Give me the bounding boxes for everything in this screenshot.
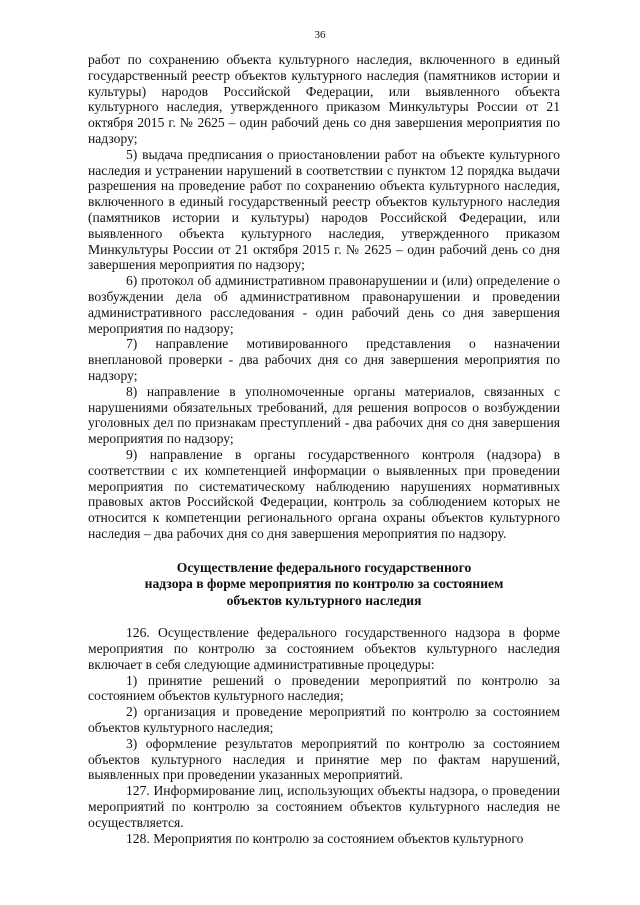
list-item-126-2: 2) организация и проведение мероприятий по контролю за состоянием объектов культурного наследия; <box>88 704 560 735</box>
section-heading-line-3: объектов культурного наследия <box>226 592 422 608</box>
section-heading-line-2: надзора в форме мероприятия по контролю за состоянием <box>144 576 504 592</box>
document-body <box>88 52 560 846</box>
list-item-126-1: 1) принятие решений о проведении мероприятий по контролю за состоянием объектов культурного наследия; <box>88 672 560 704</box>
section-heading-line-1: Осуществление федерального государственного <box>176 559 472 575</box>
page-number: 36 <box>314 29 326 41</box>
paragraph-127: 127. Информирование лиц, использующих объекты надзора, о проведении мероприятий по контролю за состоянием объектов культурного наследия не осуществляется. <box>88 783 560 830</box>
list-item-7: 7) направление мотивированного представления о назначении внеплановой проверки - два рабочих дня со дня завершения мероприятия по надзору; <box>88 336 560 383</box>
paragraph-126: 126. Осуществление федерального государственного надзора в форме мероприятия по контролю за состоянием объектов культурного наследия включает в себя следующие административные процедуры: <box>88 625 560 672</box>
list-item-5: 5) выдача предписания о приостановлении работ на объекте культурного наследия и устранении нарушений в соответствии с пунктом 12 порядка выдачи разрешения на проведение работ по сохранению объекта культурного наследия, включенного в единый государственный реестр объектов культурного наследия (памятников истории и культуры) народов Российской Федерации, или выявленного объекта культурного наследия, утвержденного приказом Минкультуры России от 21 октября 2015 г. № 2625 – один рабочий день со дня завершения мероприятия по надзору; <box>88 146 560 273</box>
list-item-126-3: 3) оформление результатов мероприятий по контролю за состоянием объектов культурного наследия и принятие мер по фактам нарушений, выявленных при проведении указанных мероприятий. <box>88 735 560 783</box>
list-item-9: 9) направление в органы государственного контроля (надзора) в соответствии с их компетенцией информации о выявленных при проведении мероприятия по систематическому наблюдению нарушениях нормативных правовых актов Российской Федерации, контроль за соблюдением которых не относится к компетенции регионального органа охраны объектов культурного наследия – два рабочих дня со дня завершения мероприятия по надзору. <box>88 446 560 541</box>
list-item-6: 6) протокол об административном правонарушении и (или) определение о возбуждении дела об административном правонарушении и проведении административного расследования - один рабочий день со дня завершения мероприятия по надзору; <box>88 273 560 336</box>
section-heading <box>88 560 560 610</box>
paragraph-128: 128. Мероприятия по контролю за состоянием объектов культурного <box>126 830 524 846</box>
list-item-8: 8) направление в уполномоченные органы материалов, связанных с нарушениями обязательных требований, для решения вопросов о возбуждении уголовных дел по признакам преступлений - два рабочих дня со дня завершения мероприятия по надзору; <box>88 383 560 447</box>
paragraph-continuation: работ по сохранению объекта культурного наследия, включенного в единый государственный реестр объектов культурного наследия (памятников истории и культуры) народов Российской Федерации, или выявленного объекта культурного наследия, утвержденного приказом Минкультуры России от 21 октября 2015 г. № 2625 – один рабочий день со дня завершения мероприятия по надзору; <box>88 52 560 146</box>
